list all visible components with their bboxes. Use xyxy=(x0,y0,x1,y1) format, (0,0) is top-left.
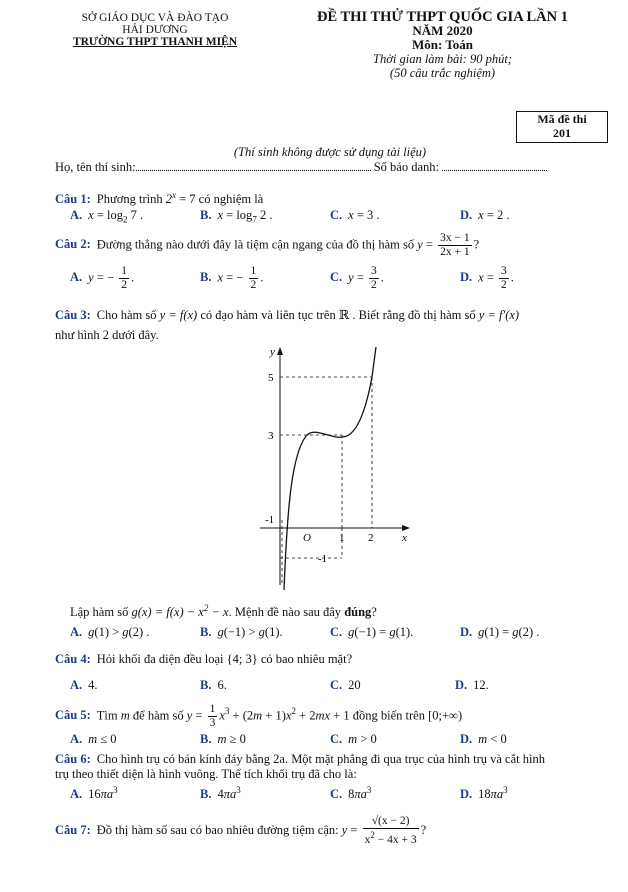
question-3: Câu 3: Cho hàm số y = f(x) có đạo hàm và liên tục trên ℝ . Biết rằng đồ thị hàm số y = f′(x) xyxy=(55,308,520,322)
tick-y-neg1: -1 xyxy=(318,553,328,565)
q5-option-b[interactable]: B. m ≥ 0 xyxy=(200,732,246,746)
q6-option-a[interactable]: A. $16\pi a^3$ xyxy=(70,785,118,802)
x-axis-label: x xyxy=(402,532,407,544)
q3-option-c[interactable]: C. g(−1) = g(1). xyxy=(330,625,414,639)
q6-line1: Cho hình trụ có bán kính đáy bằng 2a. Một mặt phẳng đi qua trục của hình trụ và cắt hình xyxy=(96,752,545,766)
q5-label: Câu 5: xyxy=(55,708,91,723)
q3-option-a[interactable]: A. g(1) > g(2) . xyxy=(70,625,150,639)
q5-option-a[interactable]: A. m ≤ 0 xyxy=(70,732,117,746)
q1-text-a: Phương trình xyxy=(96,192,163,207)
sbd-label: Số báo danh: xyxy=(373,160,439,174)
exam-code-label: Mã đề thi xyxy=(537,112,587,126)
exam-year: NĂM 2020 xyxy=(412,23,473,38)
q3-line2: như hình 2 dưới đây. xyxy=(55,328,159,342)
x-axis-arrow xyxy=(402,525,410,531)
no-material-note: (Thí sinh không được sử dụng tài liệu) xyxy=(233,145,427,159)
tick-y-5: 5 xyxy=(268,372,274,384)
q7-label: Câu 7: xyxy=(55,822,91,837)
question-1: Câu 1: Phương trình $2^x = 7$ có nghiệm là xyxy=(55,190,264,207)
q4-text: Hỏi khối đa diện đều loại {4; 3} có bao nhiêu mặt? xyxy=(96,652,353,666)
exam-code: 201 xyxy=(553,126,571,140)
derivative-curve xyxy=(284,347,376,590)
exam-code-box xyxy=(516,111,608,143)
y-axis-arrow xyxy=(277,347,283,355)
question-2: Câu 2: Đường thẳng nào dưới đây là tiệm cận ngang của đồ thị hàm số y = $\frac{3x - 1}{2x + 1}$ ? xyxy=(55,232,480,258)
q1-option-a[interactable]: A. $x = \log_2 7$ . xyxy=(70,208,144,225)
q1-label: Câu 1: xyxy=(55,192,91,207)
q3-statement: Lập hàm số $g(x) = f(x) - x^2 - x$. Mệnh đề nào sau đây đúng? xyxy=(70,603,377,620)
question-7: Câu 7: Đồ thị hàm số sau có bao nhiêu đường tiệm cận: y = $\frac{√(x - 2)}{x^2 - 4x + 3}$ ? xyxy=(55,815,427,846)
question-5: Câu 5: Tìm m để hàm số y = $\frac{1}{3}$ $x^3 + (2m + 1)x^2 + 2mx + 1$ đồng biến trên [0;+∞) xyxy=(55,703,463,729)
province-name: HẢI DƯƠNG xyxy=(122,24,188,36)
q7-text: Đồ thị hàm số sau có bao nhiêu đường tiệm cận: xyxy=(96,822,339,837)
name-label: Họ, tên thí sinh: xyxy=(55,160,136,174)
name-field xyxy=(136,160,371,171)
q4-option-b[interactable]: B. 6. xyxy=(200,678,227,692)
q6-option-b[interactable]: B. $4\pi a^3$ xyxy=(200,785,241,802)
header-left xyxy=(55,12,255,48)
exam-count: (50 câu trắc nghiệm) xyxy=(389,66,496,80)
q4-option-c[interactable]: C. 20 xyxy=(330,678,361,692)
derivative-graph xyxy=(255,345,425,590)
tick-x-2: 2 xyxy=(368,532,374,544)
q2-text: Đường thẳng nào dưới đây là tiệm cận ngang của đồ thị hàm số xyxy=(96,237,415,252)
exam-title: ĐỀ THI THỬ THPT QUỐC GIA LẦN 1 xyxy=(317,9,568,25)
tick-x-neg1: -1 xyxy=(265,514,275,526)
student-info xyxy=(55,160,547,175)
q6-option-c[interactable]: C. $8\pi a^3$ xyxy=(330,785,372,802)
y-axis-label: y xyxy=(270,346,275,358)
q1-option-b[interactable]: B. $x = \log_7 2$ . xyxy=(200,208,273,225)
exam-time: Thời gian làm bài: 90 phút; xyxy=(373,52,512,66)
q5-option-c[interactable]: C. m > 0 xyxy=(330,732,377,746)
exam-subject: Môn: Toán xyxy=(411,37,474,52)
origin-label: O xyxy=(303,532,311,544)
q4-label: Câu 4: xyxy=(55,652,91,666)
q3-option-b[interactable]: B. g(−1) > g(1). xyxy=(200,625,283,639)
q4-option-d[interactable]: D. 12. xyxy=(455,678,489,692)
q1-option-d[interactable]: D. x = 2 . xyxy=(460,208,510,222)
q2-option-d[interactable]: D. x = $\frac{3}{2}$ . xyxy=(460,265,514,291)
q6-option-d[interactable]: D. $18\pi a^3$ xyxy=(460,785,508,802)
dept-name: SỞ GIÁO DỤC VÀ ĐÀO TẠO xyxy=(81,12,229,24)
q5-option-d[interactable]: D. m < 0 xyxy=(460,732,507,746)
q3-option-d[interactable]: D. g(1) = g(2) . xyxy=(460,625,540,639)
tick-y-3: 3 xyxy=(268,430,274,442)
header-right xyxy=(300,10,585,80)
q2-option-c[interactable]: C. y = $\frac{3}{2}$ . xyxy=(330,265,384,291)
q6-line2: trụ theo thiết diện là hình vuông. Thể tích khối trụ đã cho là: xyxy=(55,767,357,781)
school-name: TRƯỜNG THPT THANH MIỆN xyxy=(72,36,238,48)
q3-label: Câu 3: xyxy=(55,308,91,322)
q2-label: Câu 2: xyxy=(55,237,91,252)
question-6 xyxy=(55,752,545,767)
q2-option-a[interactable]: A. y = − $\frac{1}{2}$ . xyxy=(70,265,135,291)
q6-label: Câu 6: xyxy=(55,752,91,766)
question-4 xyxy=(55,652,352,667)
sbd-field xyxy=(442,160,547,171)
q2-option-b[interactable]: B. x = − $\frac{1}{2}$ . xyxy=(200,265,264,291)
q1-option-c[interactable]: C. x = 3 . xyxy=(330,208,380,222)
q1-text-b: có nghiệm là xyxy=(198,192,264,207)
q4-option-a[interactable]: A. 4. xyxy=(70,678,98,692)
tick-x-1: 1 xyxy=(339,532,345,544)
